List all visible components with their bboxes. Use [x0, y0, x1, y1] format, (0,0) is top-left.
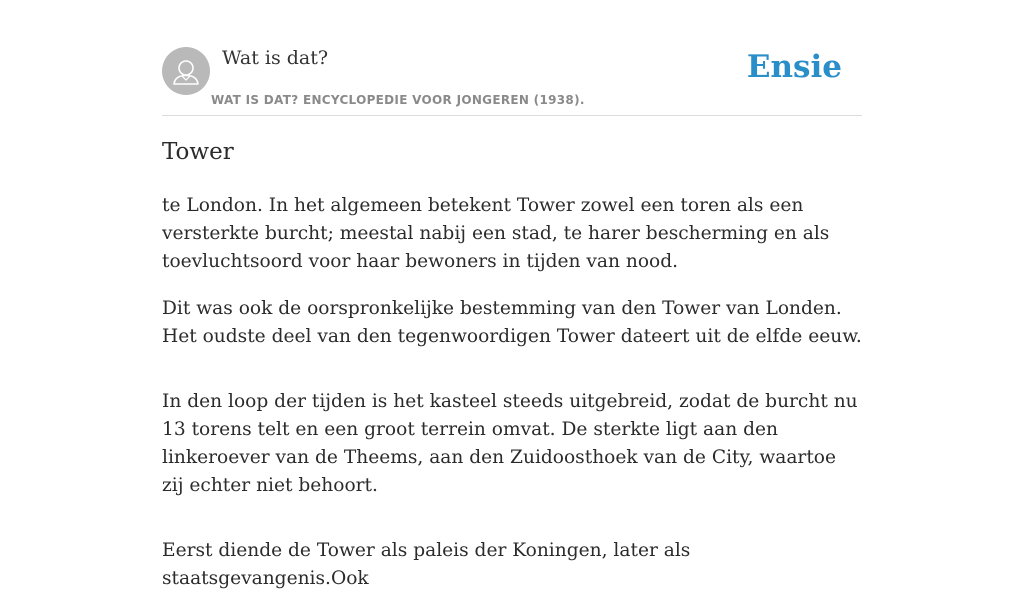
source-header [162, 47, 862, 116]
article-paragraph: In den loop der tijden is het kasteel steeds uitgebreid, zodat de burcht nu 13 torens telt en een groot terrein omvat. De sterkte ligt aan den linkeroever van de Theems, aan den Zuidoosthoek van de City, waartoe zij echter niet behoort. [162, 391, 858, 496]
source-title[interactable]: Wat is dat? [222, 47, 329, 69]
avatar[interactable] [162, 47, 210, 95]
brand-logo[interactable]: Ensie [746, 49, 842, 85]
article-body [162, 192, 862, 612]
article-paragraph: Eerst diende de Tower als paleis der Koningen, later als staatsgevangenis.Ook [162, 540, 691, 589]
user-silhouette-icon [162, 47, 210, 95]
article-title: Tower [162, 139, 234, 165]
article-paragraph: te London. In het algemeen betekent Tower zowel een toren als een versterkte burcht; meestal nabij een stad, te harer bescherming en als toevluchtsoord voor haar bewoners in tijden van nood. [162, 195, 830, 272]
source-subtitle[interactable]: WAT IS DAT? ENCYCLOPEDIE VOOR JONGEREN (1938). [211, 93, 585, 107]
article-paragraph: Dit was ook de oorspronkelijke bestemming van den Tower van Londen. Het oudste deel van den tegenwoordigen Tower dateert uit de elfde eeuw. [162, 298, 862, 347]
